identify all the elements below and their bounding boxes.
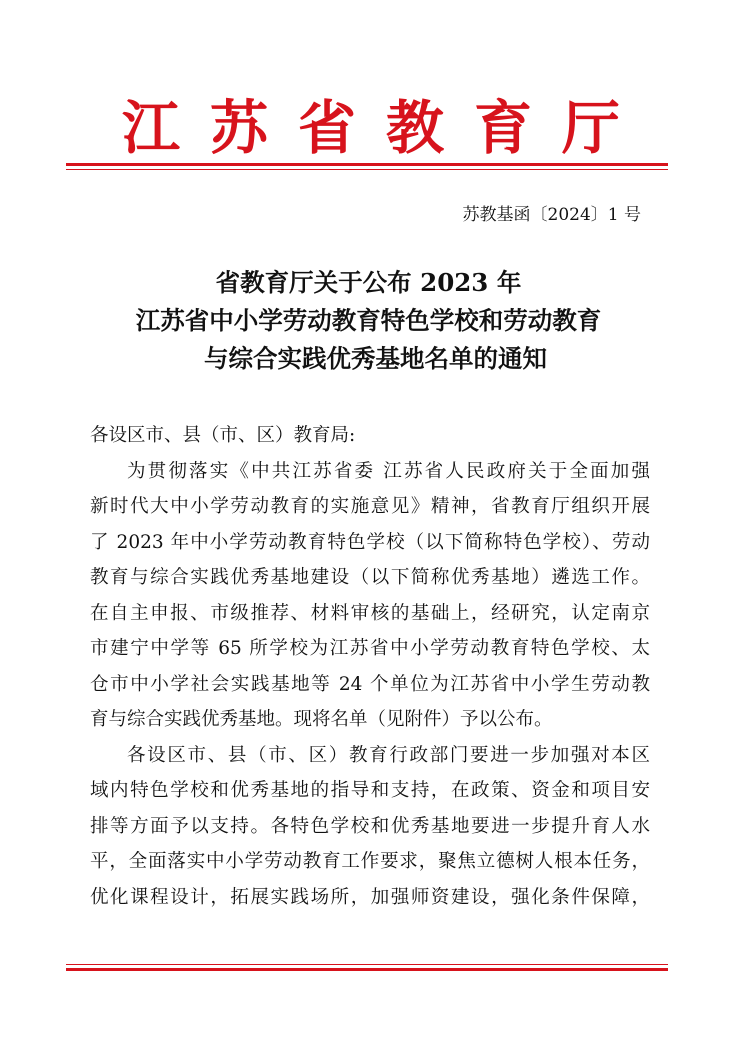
- org-char: 育: [473, 94, 532, 162]
- document-title: [60, 264, 677, 378]
- paragraph-1-line: 了 2023 年中小学劳动教育特色学校（以下简称特色学校）、劳动: [90, 531, 650, 553]
- title-line: 省教育厅关于公布 2023 年: [215, 268, 522, 297]
- paragraph-1-line: 仓市中小学社会实践基地等 24 个单位为江苏省中小学生劳动教: [90, 673, 650, 695]
- title-line: 江苏省中小学劳动教育特色学校和劳动教育: [135, 306, 602, 335]
- document-body: [90, 418, 650, 915]
- header-divider-thin: [66, 169, 668, 170]
- org-char: 苏: [209, 94, 268, 162]
- org-char: 江: [122, 94, 181, 162]
- paragraph-1-line: 新时代大中小学劳动教育的实施意见》精神，省教育厅组织开展: [90, 496, 650, 517]
- paragraph-2-line: 排等方面予以支持。各特色学校和优秀基地要进一步提升育人水: [90, 815, 650, 837]
- paragraph-2-line: 各设区市、县（市、区）教育行政部门要进一步加强对本区: [127, 744, 650, 766]
- org-char: 省: [297, 94, 356, 162]
- salutation: 各设区市、县（市、区）教育局:: [90, 425, 356, 446]
- paragraph-1-line: 市建宁中学等 65 所学校为江苏省中小学劳动教育特色学校、太: [90, 638, 650, 659]
- org-char: 教: [385, 94, 444, 162]
- header-divider-thick: [66, 163, 668, 166]
- paragraph-2-line: 域内特色学校和优秀基地的指导和支持，在政策、资金和项目安: [90, 780, 650, 801]
- issuing-organization-header: [60, 88, 677, 168]
- paragraph-2-line: 平，全面落实中小学劳动教育工作要求，聚焦立德树人根本任务，: [90, 851, 650, 872]
- document-number: 苏教基函〔2024〕1 号: [462, 205, 641, 225]
- paragraph-1-line: 在自主申报、市级推荐、材料审核的基础上，经研究，认定南京: [90, 602, 650, 624]
- footer-divider-thick: [66, 968, 668, 971]
- paragraph-2-line: 优化课程设计，拓展实践场所，加强师资建设，强化条件保障，: [90, 886, 650, 908]
- paragraph-1-line: 为贯彻落实《中共江苏省委 江苏省人民政府关于全面加强: [127, 460, 650, 482]
- footer-divider-thin: [66, 964, 668, 965]
- title-line: 与综合实践优秀基地名单的通知: [204, 344, 547, 373]
- paragraph-1-line: 育与综合实践优秀基地。现将名单（见附件）予以公布。: [90, 709, 553, 730]
- org-char: 厅: [561, 94, 620, 162]
- paragraph-1-line: 教育与综合实践优秀基地建设（以下简称优秀基地）遴选工作。: [90, 567, 650, 588]
